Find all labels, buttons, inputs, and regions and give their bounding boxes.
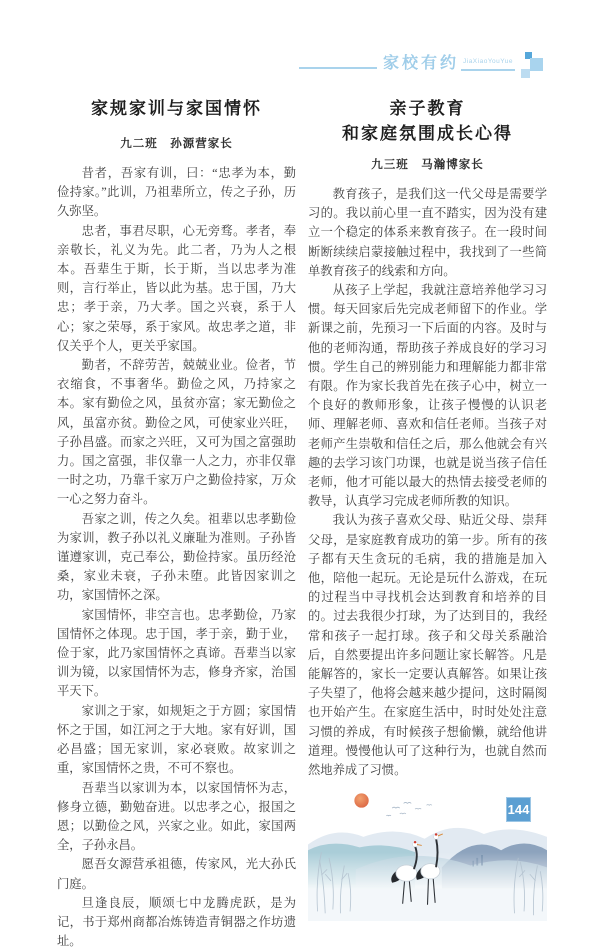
right-article-title [308, 96, 547, 146]
article-paragraph: 昔者，吾家有训，曰：“忠孝为本，勤俭持家。”此训，乃祖辈所立，传之子孙，历久弥坚。 [57, 166, 296, 219]
header-rule [299, 67, 377, 69]
sun-icon [354, 794, 368, 808]
page-number-badge: 144 [506, 797, 531, 822]
brand-subtitle-wrap [461, 50, 515, 71]
left-article [57, 96, 296, 951]
right-article-body [308, 185, 547, 780]
brand-logo-icon [517, 52, 545, 80]
article-paragraph: 我认为孩子喜欢父母、贴近父母、崇拜父母，是家庭教育成功的第一步。所有的孩子都有天生贪玩的毛病，我的措施是加入他，陪他一起玩。无论是玩什么游戏，在玩的过程当中寻找机会达到教育和培养的目的。过去我很少打球，为了达到目的，我经常和孩子一起打球。孩子和父母关系融洽后，自然要提出许多问题让家长解答。凡是能解答的，家长一定要认真解答。如果让孩子失望了，他将会越来越少提问，这时隔阂也开始产生。在家庭生活中，时时处处注意习惯的养成，有时候孩子想偷懒，就给他讲道理。慢慢他认可了这种行为，也就自然而然地养成了习惯。 [308, 513, 547, 778]
article-paragraph: 愿吾女源营承祖德，传家风，光大孙氏门庭。 [57, 857, 296, 891]
right-article-title-line2: 和家庭氛围成长心得 [342, 124, 513, 143]
left-article-title: 家规家训与家国情怀 [91, 99, 262, 118]
article-paragraph: 勤者，不辞劳苦，兢兢业业。俭者，节衣缩食，不事奢华。勤俭之风，乃持家之本。家有勤俭之风，虽贫亦富；家无勤俭之风，虽富亦贫。勤俭之风，可使家业兴旺，子孙昌盛。而家之兴旺，又可为国之富强助力。国之富强，非仅靠一人之力，亦非仅靠一时之功，乃靠千家万户之勤俭持家，万众一心之努力奋斗。 [57, 358, 296, 507]
left-article-body [57, 164, 296, 951]
logo-square-small [521, 69, 530, 78]
article-paragraph: 忠者，事君尽职，心无旁骛。孝者，奉亲敬长，礼义为先。此二者，乃为人之根本。吾辈生于斯，长于斯，当以忠孝为准则，言行举止，皆以此为基。忠于国，乃大忠；孝于亲，乃大孝。国之兴衰，系于人心；家之荣辱，系于家风。故忠孝之道，非仅关乎个人，更关乎家国。 [57, 223, 296, 353]
article-paragraph: 旦逢良辰，顺颂七中龙腾虎跃，是为记，书于郑州商都冶炼铸造青铜器之作坊遗址。 [57, 895, 296, 949]
page-header [0, 50, 545, 74]
right-article-byline: 九三班 马瀚博家长 [371, 159, 484, 171]
article-paragraph: 教育孩子，是我们这一代父母是需要学习的。我以前心里一直不踏实，因为没有建立一个稳定的体系来教育孩子。在一段时间断断续续启蒙接触过程中，我找到了一些简单教育孩子的线索和方向。 [308, 187, 547, 278]
article-paragraph: 吾家之训，传之久矣。祖辈以忠孝勤俭为家训，教子孙以礼义廉耻为准则。子孙皆谨遵家训，克己奉公，勤俭持家。虽历经沧桑，家业未衰，子孙未堕。此皆因家训之功，家国情怀之深。 [57, 511, 296, 603]
birds-icon [386, 803, 432, 816]
right-article-title-line1: 亲子教育 [389, 99, 466, 118]
two-column-layout [57, 96, 547, 951]
brand-subtitle: JiaXiaoYouYue [463, 58, 513, 65]
article-paragraph: 从孩子上学起，我就注意培养他学习习惯。每天回家后先完成老师留下的作业。学新课之前，先预习一下后面的内容。及时与他的老师沟通，帮助孩子养成良好的学习习惯。学生自己的辨别能力和理解能力都非常有限。作为家长我首先在孩子心中，树立一个良好的教师形象，让孩子慢慢的认识老师、理解老师、喜欢和信任老师。当孩子对老师产生崇敬和信任之后，那么他就会有兴趣的去学习该门功课，也就是说当孩子信任老师，他才可能以最大的热情去接受老师的教导，认真学习完成老师所教的知识。 [308, 283, 547, 509]
logo-square-light [530, 58, 543, 71]
article-paragraph: 家训之于家，如规矩之于方圆；家国情怀之于国，如江河之于大地。家有好训，国必昌盛；国无家训，家必衰败。故家训之重，家国情怀之贵，不可不察也。 [57, 703, 296, 776]
article-paragraph: 家国情怀，非空言也。忠孝勤俭，乃家国情怀之体现。忠于国，孝于亲，勤于业，俭于家，此乃家国情怀之真谛。吾辈当以家训为镜，以家国情怀为志，修身齐家，治国平天下。 [57, 607, 296, 699]
brand-title: 家校有约 [382, 55, 459, 72]
left-article-byline: 九二班 孙源营家长 [120, 138, 233, 150]
article-paragraph: 吾辈当以家训为本，以家国情怀为志，修身立德，勤勉奋进。以忠孝之心，报国之恩；以勤俭之风，兴家之业。如此，家国两全，子孙永昌。 [57, 780, 296, 853]
